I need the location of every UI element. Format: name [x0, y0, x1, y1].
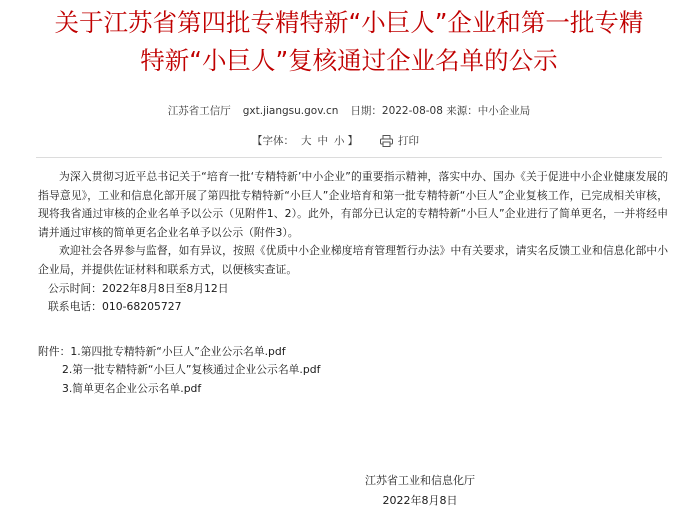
font-size-toolbar [252, 133, 419, 148]
title-line-2: 特新“小巨人”复核通过企业名单的公示 [140, 46, 558, 75]
font-size-large-button[interactable]: 大 [301, 135, 312, 147]
font-size-medium-button[interactable]: 中 [317, 135, 328, 147]
print-button[interactable] [380, 133, 419, 148]
publicity-period: 公示时间：2022年8月8日至8月12日 [48, 281, 229, 295]
publisher: 江苏省工信厅 [167, 105, 231, 117]
attachment-1-link[interactable]: 附件：1.第四批专精特新“小巨人”企业公示名单.pdf [38, 344, 286, 358]
article-body [38, 168, 668, 399]
attachment-1 [38, 343, 668, 362]
article-title [0, 4, 698, 80]
divider [36, 157, 662, 158]
paragraph-1: 为深入贯彻习近平总书记关于“培育一批‘专精特新’中小企业”的重要指示精神，落实中办、国办《关于促进中小企业健康发展的指导意见》，工业和信息化部开展了第四批专精特新“小巨人”企业培育和第一批专精特新“小巨人”企业复核工作，已完成相关审核，现将我省通过审核的企业名单予以公示（见附件1、2）。此外，有部分已认定的专精特新“小巨人”企业进行了简单更名，一并将经申请并通过审核的简单更名企业名单予以公示（附件3）。 [38, 170, 668, 239]
paragraph-2: 欢迎社会各界参与监督，如有异议，按照《优质中小企业梯度培育管理暂行办法》中有关要求，请实名反馈工业和信息化部中小企业局，并提供佐证材料和联系方式，以便核实查证。 [38, 244, 668, 276]
font-size-label: 【字体： [252, 135, 294, 147]
signature-org: 江苏省工业和信息化厅 [365, 474, 475, 487]
website-link[interactable]: gxt.jiangsu.gov.cn [242, 105, 339, 117]
attachment-3-link[interactable]: 3.简单更名企业公示名单.pdf [62, 381, 202, 395]
print-label: 打印 [398, 135, 419, 147]
signature-date: 2022年8月8日 [382, 494, 458, 507]
attachment-3 [38, 380, 668, 399]
date-source: 日期：2022-08-08 来源：中小企业局 [350, 105, 531, 117]
printer-icon [380, 135, 393, 147]
font-size-bracket: 】 [347, 135, 358, 147]
title-line-1: 关于江苏省第四批专精特新“小巨人”企业和第一批专精 [54, 8, 644, 37]
article-meta [0, 103, 698, 118]
font-size-small-button[interactable]: 小 [334, 135, 345, 147]
attachment-2 [38, 361, 668, 380]
contact-phone: 联系电话：010-68205727 [48, 300, 182, 314]
attachment-2-link[interactable]: 2.第一批专精特新“小巨人”复核通过企业公示名单.pdf [62, 363, 321, 377]
